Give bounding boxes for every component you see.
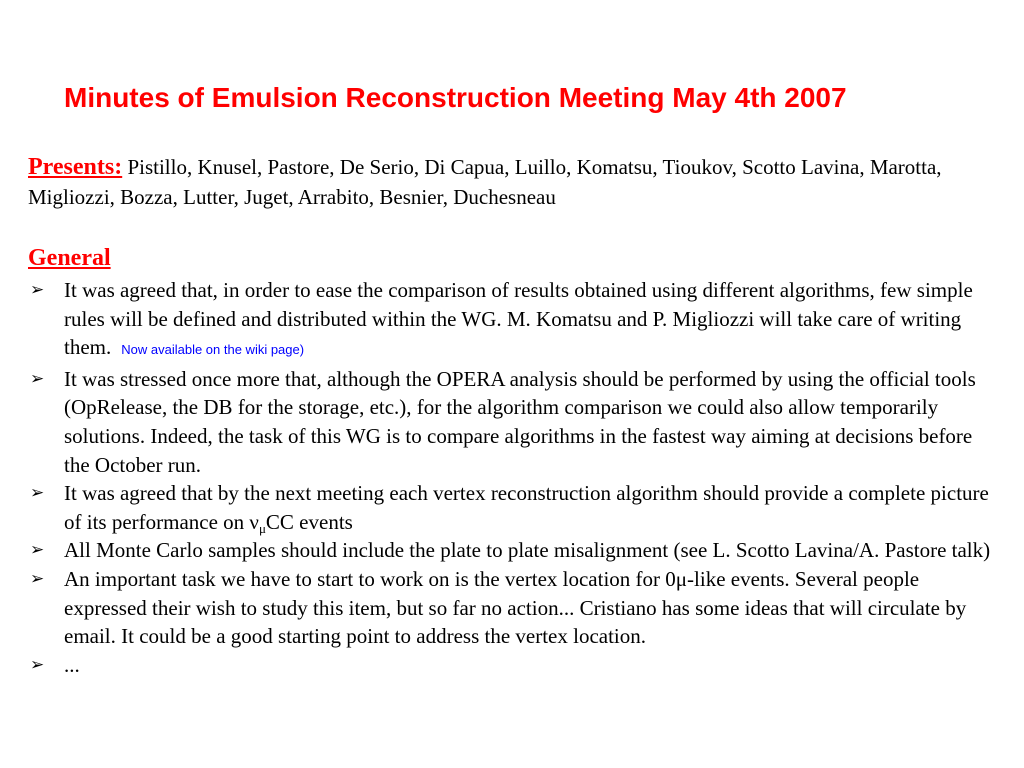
arrow-bullet-icon: ➢ (30, 568, 45, 589)
bullet-text-main: It was agreed that, in order to ease the comparison of results obtained using different algorithms, few simple rules will be defined and distributed within the WG. M. Komatsu and P. Migliozzi will take care of writing them. (64, 278, 973, 360)
presents-section (28, 152, 1003, 212)
bullet-text (64, 479, 1003, 536)
bullet-text-before: It was agreed that by the next meeting each vertex reconstruction algorithm should provide a complete picture of its performance on ν (64, 481, 989, 534)
bullet-item (28, 365, 1003, 479)
arrow-bullet-icon: ➢ (30, 368, 45, 389)
bullet-text (64, 276, 1003, 365)
arrow-bullet-icon: ➢ (30, 483, 45, 504)
general-bullet-list (28, 276, 1003, 679)
arrow-bullet-icon: ➢ (30, 280, 45, 300)
bullet-text: ... (64, 652, 80, 677)
attendee-list: Pistillo, Knusel, Pastore, De Serio, Di Capua, Luillo, Komatsu, Tioukov, Scotto Lavina, Marotta, Migliozzi, Bozza, Lutter, Juget, Arrabito, Besnier, Duchesneau (28, 155, 942, 209)
bullet-item (28, 651, 1003, 680)
wiki-availability-note: Now available on the wiki page) (121, 342, 305, 358)
bullet-text-after: CC events (265, 509, 353, 534)
slide-title: Minutes of Emulsion Reconstruction Meeting May 4th 2007 (64, 82, 847, 113)
bullet-item (28, 565, 1003, 651)
bullet-text: It was stressed once more that, although the OPERA analysis should be performed by using the official tools (OpRelease, the DB for the storage, etc.), for the algorithm comparison we could also allow temporarily solutions. Indeed, the task of this WG is to compare algorithms in the fastest way aiming at decisions before the October run. (64, 366, 976, 477)
presents-heading: Presents: (28, 154, 123, 180)
general-heading: General (28, 245, 111, 271)
bullet-item (28, 479, 1003, 536)
arrow-bullet-icon: ➢ (30, 654, 45, 675)
bullet-item (28, 276, 1003, 365)
arrow-bullet-icon: ➢ (30, 540, 45, 561)
bullet-text: All Monte Carlo samples should include the plate to plate misalignment (see L. Scotto Lavina/A. Pastore talk) (64, 538, 991, 563)
bullet-text: An important task we have to start to work on is the vertex location for 0μ-like events. Several people expressed their wish to study this item, but so far no action... Cristiano has some ideas that will circulate by email. It could be a good starting point to address the vertex location. (64, 566, 967, 649)
mu-subscript: μ (258, 520, 266, 536)
bullet-item (28, 536, 1003, 565)
